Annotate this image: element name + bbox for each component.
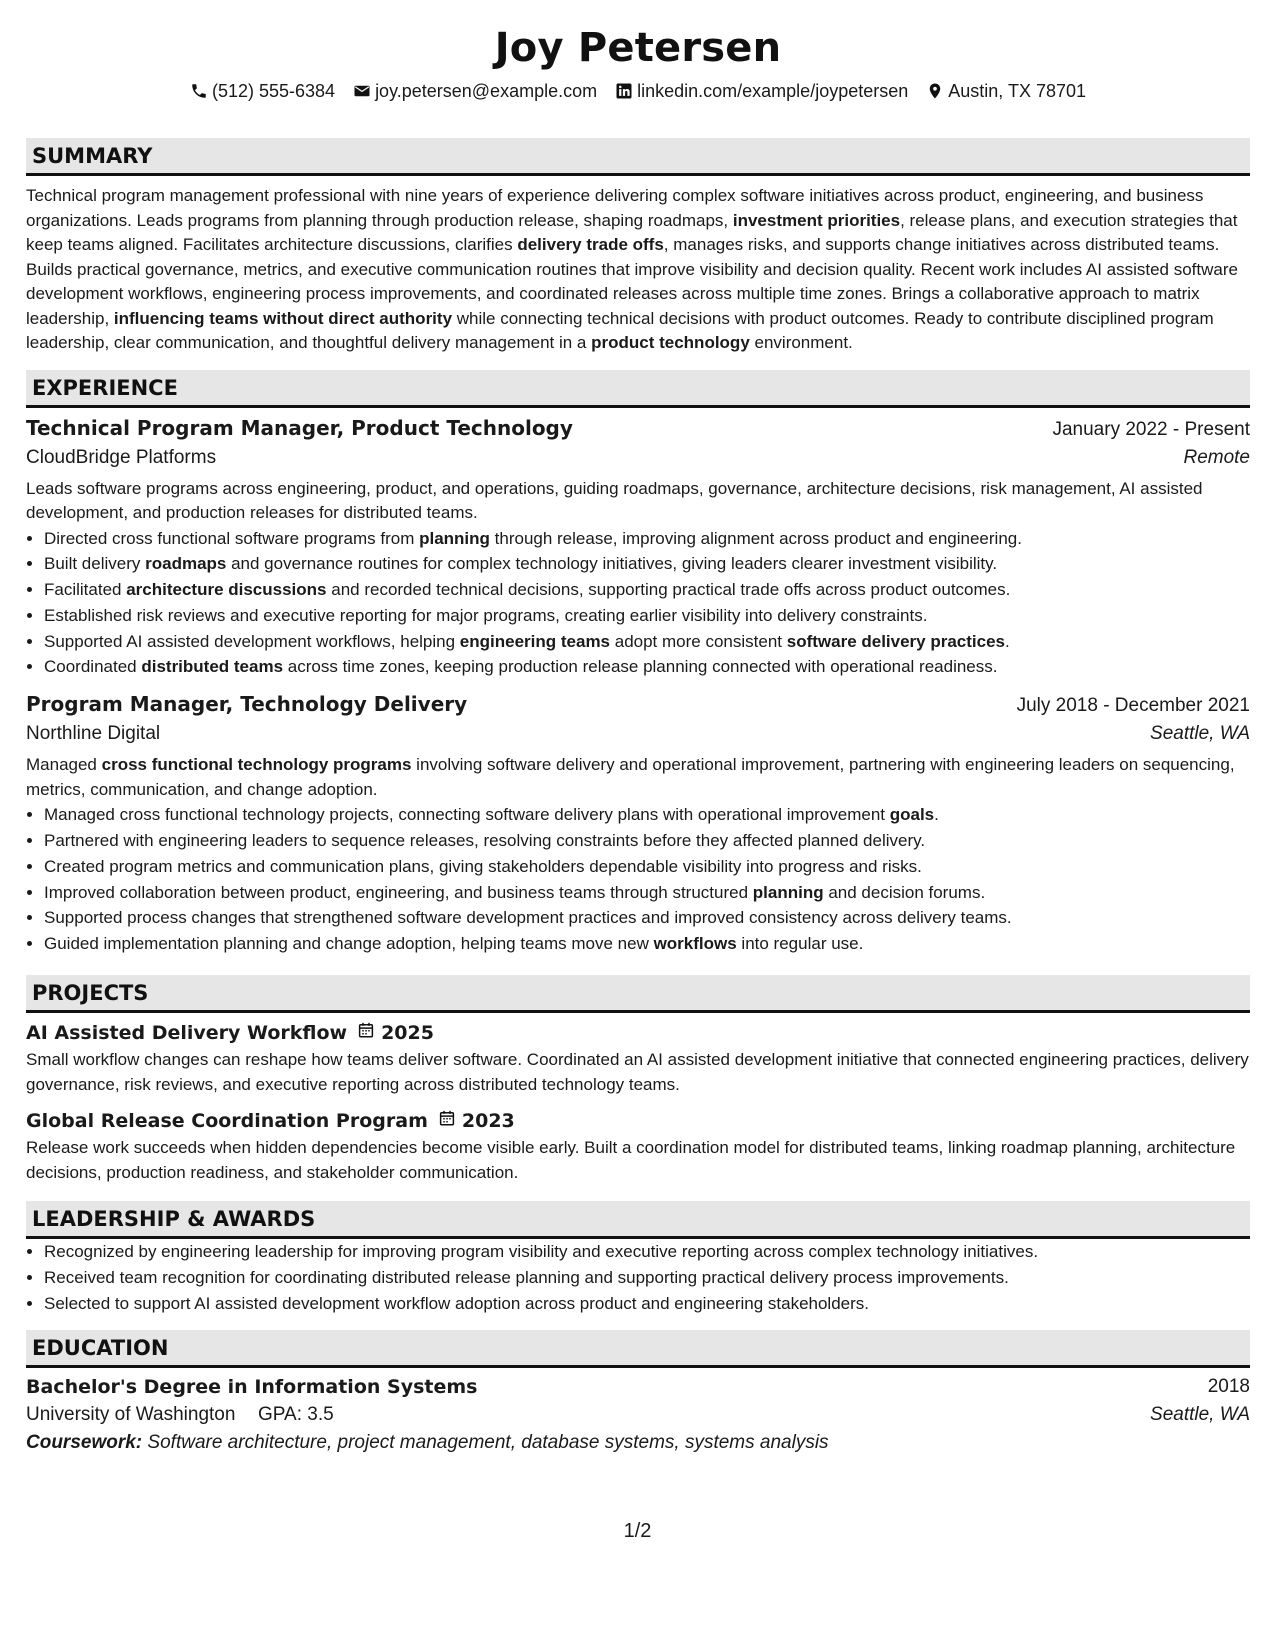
email-text[interactable]: joy.petersen@example.com (375, 80, 598, 101)
job-bullets (26, 802, 1250, 957)
bullet-item (44, 802, 1250, 828)
linkedin-icon (615, 82, 633, 100)
project-entry (26, 1109, 1250, 1185)
leadership-item: • Received team recognition for coordinating distributed release planning and supporting practical delivery process improvements. (44, 1265, 1250, 1291)
phone-text: (512) 555-6384 (211, 80, 336, 101)
bold-phrase: planning (419, 528, 490, 548)
bold-phrase: goals (889, 805, 935, 825)
bold-phrase: cross functional technology programs (101, 755, 412, 775)
text-run: Leads software programs across engineering, product, and operations, guiding roadmaps, governance, architecture decisions, risk management, AI assisted development, and production releases for distributed teams. (26, 478, 1203, 522)
text-run: Guided implementation planning and change adoption, helping teams move new (44, 934, 654, 954)
company-name: CloudBridge Platforms (26, 446, 217, 468)
text-run: adopt more consistent (610, 631, 787, 651)
text-run: Improved collaboration between product, engineering, and business teams through structured (44, 882, 753, 902)
job-title: Program Manager, Technology Delivery (26, 692, 468, 717)
coursework (26, 1432, 1250, 1454)
text-run: Established risk reviews and executive reporting for major programs, creating earlier visibility into delivery constraints. (44, 605, 928, 625)
resume-page (26, 0, 1250, 1454)
coursework-label: Coursework: (26, 1432, 143, 1454)
school-location: Seattle, WA (1150, 1404, 1250, 1426)
page-number: 1/2 (623, 1520, 652, 1542)
leadership-item: • Recognized by engineering leadership for improving program visibility and executive reporting across complex technology initiatives. (44, 1239, 1250, 1265)
summary-text (26, 184, 1250, 356)
envelope-icon (353, 82, 371, 100)
text-run: Managed (26, 755, 102, 775)
leadership-list (26, 1239, 1250, 1316)
job-dates: July 2018 - December 2021 (1016, 695, 1250, 717)
bold-phrase: architecture discussions (126, 580, 327, 600)
bullet-item (44, 629, 1250, 655)
section-heading-education: EDUCATION (26, 1330, 1250, 1368)
text-run: environment. (749, 333, 853, 352)
graduation-year: 2018 (1207, 1376, 1250, 1398)
contact-linkedin[interactable] (615, 81, 908, 102)
text-run: . (1005, 631, 1010, 651)
bullet-item (44, 905, 1250, 931)
project-title: Global Release Coordination Program (26, 1109, 428, 1132)
gpa: GPA: 3.5 (258, 1404, 334, 1426)
text-run: Managed cross functional technology projects, connecting software delivery plans with operational improvement (44, 805, 890, 825)
calendar-icon (357, 1021, 375, 1044)
bullet-item (44, 603, 1250, 629)
job-dates: January 2022 - Present (1052, 418, 1250, 440)
text-run: . (934, 805, 939, 825)
bullet-item (44, 551, 1250, 577)
text-run: and recorded technical decisions, supporting practical trade offs across product outcomes. (326, 580, 1011, 600)
bold-phrase: influencing teams without direct authority (113, 308, 453, 328)
bold-phrase: delivery trade offs (517, 235, 664, 254)
bullet-item (44, 880, 1250, 906)
text-run: Coordinated (44, 657, 142, 677)
bullet-item (44, 526, 1250, 552)
bullet-item (44, 828, 1250, 854)
text-run: Supported process changes that strengthened software development practices and improved consistency across delivery teams. (44, 908, 1012, 928)
leadership-item: • Selected to support AI assisted development workflow adoption across product and engineering stakeholders. (44, 1291, 1250, 1317)
job-location: Seattle, WA (1150, 723, 1250, 745)
project-year: 2025 (381, 1021, 434, 1044)
calendar-icon (438, 1109, 456, 1132)
job-bullets (26, 526, 1250, 681)
contact-location (926, 81, 1086, 102)
text-run: Built delivery (44, 554, 146, 574)
bold-phrase: roadmaps (145, 554, 227, 574)
bold-phrase: workflows (653, 934, 737, 954)
linkedin-text[interactable]: linkedin.com/example/joypetersen (637, 80, 909, 101)
job-description (26, 753, 1250, 802)
project-description: Small workflow changes can reshape how teams deliver software. Coordinated an AI assisted development initiative that connected engineering practices, delivery governance, risk reviews, and executive reporting across distributed technology teams. (26, 1050, 1249, 1094)
bold-phrase: engineering teams (459, 631, 611, 651)
contact-phone (190, 81, 335, 102)
coursework-text: Software architecture, project management, database systems, systems analysis (147, 1432, 829, 1454)
text-run: Partnered with engineering leaders to sequence releases, resolving constraints before they affected planned delivery. (44, 831, 926, 851)
bullet-item (44, 931, 1250, 957)
bullet-item (44, 854, 1250, 880)
text-run: through release, improving alignment across product and engineering. (489, 528, 1022, 548)
text-run: Directed cross functional software programs from (44, 528, 420, 548)
job-description (26, 477, 1250, 526)
text-run: , manages risks, and supports change initiatives across distributed teams. Builds practical governance, metrics, and executive communication routines that improve visibility and decision quality. Recent work includes AI assisted software development workflows, engineering process improvements, and coordinated releases across multiple time zones. Brings a collaborative approach to matrix leadership, (26, 235, 1238, 328)
bold-phrase: investment priorities (732, 210, 901, 230)
school-name: University of Washington (26, 1404, 236, 1426)
phone-icon (190, 82, 208, 100)
bold-phrase: software delivery practices (786, 631, 1006, 651)
map-marker-icon (926, 82, 944, 100)
text-run: , release plans, and execution strategies that keep teams aligned. Facilitates architecture discussions, clarifies (26, 210, 1238, 254)
job-title: Technical Program Manager, Product Technology (26, 415, 573, 440)
section-heading-experience: EXPERIENCE (26, 370, 1250, 408)
company-name: Northline Digital (26, 723, 161, 745)
job-location: Remote (1183, 446, 1250, 468)
text-run: while connecting technical decisions with product outcomes. Ready to contribute disciplined program leadership, clear communication, and thoughtful delivery management in a (26, 308, 1214, 352)
project-description: Release work succeeds when hidden dependencies become visible early. Built a coordination model for distributed teams, linking roadmap planning, architecture decisions, production readiness, and stakeholder communication. (26, 1138, 1236, 1182)
degree-title: Bachelor's Degree in Information Systems (26, 1376, 478, 1399)
text-run: and governance routines for complex technology initiatives, giving leaders clearer investment visibility. (226, 554, 998, 574)
bullet-item (44, 654, 1250, 680)
experience-entry (26, 692, 1250, 957)
bold-phrase: planning (752, 882, 824, 902)
project-title: AI Assisted Delivery Workflow (26, 1021, 348, 1044)
candidate-name: Joy Petersen (494, 25, 782, 71)
bold-phrase: distributed teams (141, 657, 284, 677)
section-heading-leadership: LEADERSHIP & AWARDS (26, 1201, 1250, 1239)
project-entry (26, 1021, 1250, 1097)
contact-bar (26, 78, 1250, 104)
contact-email[interactable] (353, 81, 597, 102)
text-run: Technical program management professional with nine years of experience delivering complex software initiatives across product, engineering, and business organizations. Leads programs from planning through production release, shaping roadmaps, (26, 186, 1204, 230)
text-run: involving software delivery and operational improvement, partnering with engineering leaders on sequencing, metrics, communication, and change adoption. (26, 755, 1235, 799)
section-heading-summary: SUMMARY (26, 138, 1250, 176)
text-run: Facilitated (44, 580, 127, 600)
project-year: 2023 (461, 1109, 515, 1132)
bold-phrase: product technology (591, 333, 750, 352)
text-run: across time zones, keeping production release planning connected with operational readiness. (283, 657, 998, 677)
text-run: and decision forums. (823, 882, 986, 902)
text-run: Created program metrics and communication plans, giving stakeholders dependable visibility into progress and risks. (44, 856, 922, 876)
location-text: Austin, TX 78701 (948, 80, 1087, 101)
text-run: Supported AI assisted development workflows, helping (44, 631, 460, 651)
text-run: into regular use. (736, 934, 864, 954)
section-heading-projects: PROJECTS (26, 975, 1250, 1013)
experience-entry (26, 416, 1250, 681)
bullet-item (44, 577, 1250, 603)
